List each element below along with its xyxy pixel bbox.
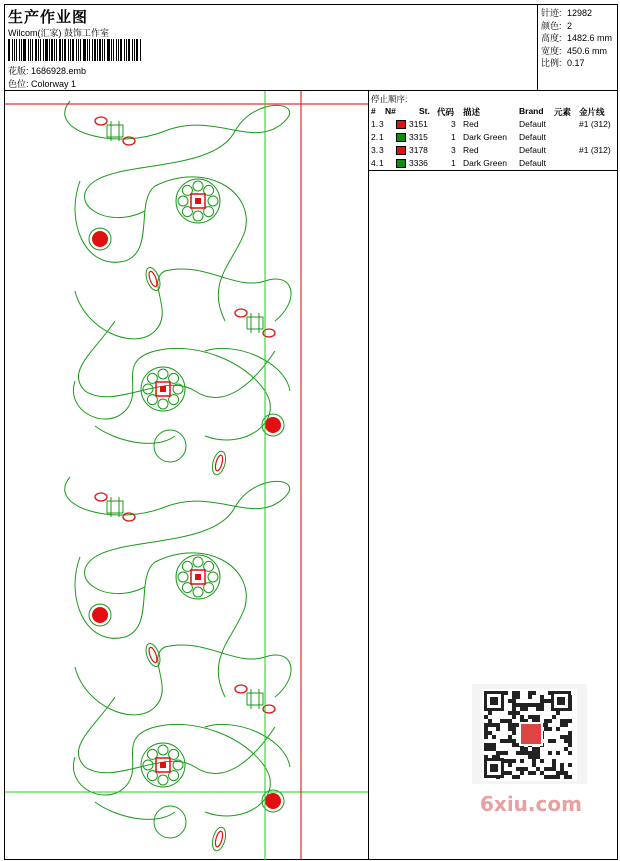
row-stitch: 3151 (409, 119, 428, 129)
qr-module (512, 691, 516, 695)
qr-module (524, 767, 528, 771)
qr-module (540, 759, 544, 763)
qr-module (528, 771, 532, 775)
swirl (158, 745, 168, 755)
qr-module (548, 775, 552, 779)
qr-module (516, 775, 520, 779)
col-n: N# (385, 106, 396, 116)
qr-module (508, 723, 512, 727)
row-index: 3. (371, 145, 379, 155)
qr-module (488, 723, 492, 727)
color-swatch (396, 146, 406, 155)
leaf-inner (214, 830, 224, 847)
knot-bud (95, 493, 107, 501)
qr-module (560, 767, 564, 771)
qr-module (484, 723, 488, 727)
knot-motif (107, 497, 123, 517)
qr-module (564, 775, 568, 779)
qr-module (532, 715, 536, 719)
knot-bud (235, 309, 247, 317)
flower-center-fill (160, 386, 166, 392)
swirl (193, 587, 203, 597)
row-n: 3 (379, 119, 384, 129)
qr-module (560, 763, 564, 767)
qr-module (492, 723, 496, 727)
qr-module (488, 719, 492, 723)
row-index: 4. (371, 158, 379, 168)
qr-module (508, 771, 512, 775)
design-drawing (5, 91, 369, 860)
qr-module (544, 719, 548, 723)
qr-module (560, 735, 564, 739)
qr-module (568, 739, 572, 743)
page-title: 生产作业图 (8, 9, 89, 26)
qr-module (568, 743, 572, 747)
ring-motif (154, 430, 186, 462)
qr-module (504, 719, 508, 723)
qr-module (568, 763, 572, 767)
qr-module (512, 711, 516, 715)
row-stitch: 3178 (409, 145, 428, 155)
qr-module (544, 723, 548, 727)
swirl (158, 369, 168, 379)
qr-module (556, 751, 560, 755)
swirl (193, 557, 203, 567)
thread-outline (95, 724, 290, 819)
swirl (208, 196, 218, 206)
thread-outline (73, 348, 270, 440)
qr-module (556, 711, 560, 715)
qr-module (520, 703, 524, 707)
qr-module (540, 695, 544, 699)
stat-width: 宽度: 450.6 mm (541, 45, 608, 56)
row-n: 3 (379, 145, 384, 155)
production-sheet (4, 4, 618, 860)
thread-outline (65, 477, 290, 594)
qr-module (548, 739, 552, 743)
swirl (158, 775, 168, 785)
table-row (371, 145, 616, 157)
qr-module (544, 699, 548, 703)
qr-module (524, 703, 528, 707)
qr-module (564, 723, 568, 727)
qr-module (520, 747, 524, 751)
knot-bud (123, 513, 135, 521)
qr-module (532, 759, 536, 763)
qr-module (536, 707, 540, 711)
qr-module (512, 739, 516, 743)
flower-center-fill (195, 198, 201, 204)
embroidery-design-preview (5, 91, 369, 860)
knot-motif (247, 313, 263, 333)
qr-module (508, 759, 512, 763)
qr-module (516, 691, 520, 695)
row-n: 1 (379, 158, 384, 168)
leaf-outline (143, 642, 162, 669)
stat-colors: 颜色: 2 (541, 20, 573, 31)
qr-module (520, 715, 524, 719)
qr-finder-center (490, 764, 498, 772)
stat-height: 高度: 1482.6 mm (541, 33, 613, 43)
red-dot (92, 607, 108, 623)
color-swatch (396, 159, 406, 168)
qr-finder-center (557, 697, 565, 705)
header-info (5, 5, 538, 91)
row-desc: Dark Green (463, 158, 507, 168)
file-name: 花版: 1686928.emb (8, 66, 87, 76)
qr-module (496, 723, 500, 727)
qr-module (564, 771, 568, 775)
knot-bud (235, 685, 247, 693)
qr-module (520, 707, 524, 711)
row-stitch: 3315 (409, 132, 428, 142)
qr-module (500, 751, 504, 755)
qr-module (516, 711, 520, 715)
qr-module (528, 703, 532, 707)
red-dot (92, 231, 108, 247)
qr-module (564, 747, 568, 751)
qr-finder-center (490, 697, 498, 705)
qr-module (484, 727, 488, 731)
qr-module (560, 719, 564, 723)
qr-module (508, 763, 512, 767)
qr-module (568, 731, 572, 735)
qr-module (528, 715, 532, 719)
qr-module (508, 727, 512, 731)
qr-module (484, 715, 488, 719)
qr-module (536, 747, 540, 751)
qr-module (512, 715, 516, 719)
qr-module (540, 699, 544, 703)
qr-module (556, 727, 560, 731)
qr-module (484, 747, 488, 751)
qr-module (496, 727, 500, 731)
qr-module (552, 715, 556, 719)
color-swatch (396, 133, 406, 142)
qr-module (508, 735, 512, 739)
qr-module (512, 695, 516, 699)
qr-module (512, 703, 516, 707)
qr-module (540, 703, 544, 707)
row-sequin: #1 (312) (579, 145, 611, 155)
row-index: 2. (371, 132, 379, 142)
qr-module (492, 743, 496, 747)
qr-module (528, 691, 532, 695)
col-element: 元素 (554, 107, 572, 117)
qr-code (472, 684, 587, 784)
qr-module (512, 775, 516, 779)
qr-module (560, 723, 564, 727)
table-row (371, 132, 616, 144)
qr-module (488, 747, 492, 751)
row-desc: Dark Green (463, 132, 507, 142)
qr-module (540, 707, 544, 711)
thread-outline (73, 724, 270, 816)
qr-module (512, 723, 516, 727)
thread-outline (95, 348, 290, 443)
knot-bud (123, 137, 135, 145)
row-brand: Default (519, 119, 546, 129)
qr-module (524, 747, 528, 751)
col-sequin: 金片线 (579, 107, 605, 117)
qr-module (488, 743, 492, 747)
knot-motif (107, 121, 123, 141)
qr-module (512, 743, 516, 747)
qr-module (552, 739, 556, 743)
qr-module (552, 767, 556, 771)
qr-module (532, 691, 536, 695)
qr-module (568, 775, 572, 779)
col-st: St. (419, 106, 430, 116)
stop-sequence-caption: 停止顺序: (371, 94, 408, 104)
qr-module (484, 743, 488, 747)
qr-module (484, 731, 488, 735)
qr-module (492, 747, 496, 751)
qr-module (544, 775, 548, 779)
qr-module (544, 767, 548, 771)
col-index: # (371, 106, 376, 116)
flower-center-fill (195, 574, 201, 580)
qr-module (484, 735, 488, 739)
qr-module (520, 767, 524, 771)
qr-module (512, 707, 516, 711)
qr-module (532, 747, 536, 751)
col-code: 代码 (437, 107, 455, 117)
stat-stitches: 针迹: 12982 (541, 8, 593, 18)
row-brand: Default (519, 158, 546, 168)
qr-module (508, 699, 512, 703)
watermark: 6xiu.com (480, 792, 582, 816)
qr-module (536, 751, 540, 755)
qr-module (492, 735, 496, 739)
col-desc: 描述 (463, 107, 481, 117)
row-stitch: 3336 (409, 158, 428, 168)
qr-module (564, 739, 568, 743)
knot-motif (247, 689, 263, 709)
thread-outline (78, 321, 275, 397)
qr-module (528, 695, 532, 699)
row-n: 1 (379, 132, 384, 142)
qr-module (540, 771, 544, 775)
thread-outline (78, 697, 275, 773)
qr-module (552, 759, 556, 763)
qr-module (544, 727, 548, 731)
qr-module (532, 755, 536, 759)
qr-module (516, 695, 520, 699)
qr-module (488, 731, 492, 735)
qr-module (552, 763, 556, 767)
qr-module (556, 775, 560, 779)
qr-module (528, 755, 532, 759)
qr-module (520, 759, 524, 763)
thread-outline (65, 101, 290, 218)
knot-bud (95, 117, 107, 125)
qr-module (520, 771, 524, 775)
qr-module (568, 751, 572, 755)
leaf-outline (210, 450, 228, 476)
row-code: 3 (451, 119, 456, 129)
qr-module (516, 767, 520, 771)
red-dot (265, 793, 281, 809)
qr-module (552, 775, 556, 779)
row-index: 1. (371, 119, 379, 129)
row-sequin: #1 (312) (579, 119, 611, 129)
qr-module (532, 703, 536, 707)
stats-panel (538, 5, 618, 91)
leaf-outline (210, 826, 228, 852)
qr-module (516, 751, 520, 755)
row-code: 1 (451, 158, 456, 168)
qr-module (504, 739, 508, 743)
qr-module (560, 771, 564, 775)
swirl (158, 399, 168, 409)
leaf-outline (143, 266, 162, 293)
qr-module (532, 771, 536, 775)
qr-module (508, 711, 512, 715)
table-row (371, 158, 616, 170)
swirl (178, 572, 188, 582)
qr-module (504, 759, 508, 763)
qr-module (524, 751, 528, 755)
leaf-inner (214, 454, 224, 471)
qr-module (536, 767, 540, 771)
qr-module (512, 731, 516, 735)
qr-module (500, 739, 504, 743)
qr-module (548, 719, 552, 723)
qr-module (564, 735, 568, 739)
qr-module (504, 691, 508, 695)
row-desc: Red (463, 119, 479, 129)
qr-module (532, 751, 536, 755)
qr-module (536, 715, 540, 719)
qr-module (508, 739, 512, 743)
qr-module (564, 719, 568, 723)
qr-module (512, 699, 516, 703)
stop-sequence-table (369, 91, 618, 171)
swirl (178, 196, 188, 206)
qr-module (516, 703, 520, 707)
qr-logo (521, 724, 541, 744)
qr-module (500, 719, 504, 723)
studio-name: Wilcom(汇家) 鼓饰工作室 (8, 28, 109, 38)
qr-module (528, 751, 532, 755)
qr-module (556, 771, 560, 775)
swirl (193, 211, 203, 221)
qr-module (496, 751, 500, 755)
color-swatch (396, 120, 406, 129)
swirl (193, 181, 203, 191)
ring-motif (154, 806, 186, 838)
swirl (208, 572, 218, 582)
col-brand: Brand (519, 106, 544, 116)
row-brand: Default (519, 132, 546, 142)
qr-module (568, 735, 572, 739)
qr-module (488, 711, 492, 715)
qr-module (508, 719, 512, 723)
qr-module (532, 763, 536, 767)
qr-module (536, 703, 540, 707)
qr-module (548, 751, 552, 755)
row-desc: Red (463, 145, 479, 155)
row-brand: Default (519, 145, 546, 155)
qr-module (504, 771, 508, 775)
table-row (371, 119, 616, 131)
qr-module (512, 759, 516, 763)
qr-module (548, 767, 552, 771)
flower-center-fill (160, 762, 166, 768)
stat-scale: 比例: 0.17 (541, 58, 585, 68)
qr-module (512, 727, 516, 731)
colorway: 色位: Colorway 1 (8, 79, 77, 89)
barcode (8, 39, 142, 61)
qr-module (536, 755, 540, 759)
qr-module (520, 751, 524, 755)
red-dot (265, 417, 281, 433)
qr-module (568, 719, 572, 723)
qr-module (524, 707, 528, 711)
qr-module (504, 751, 508, 755)
row-code: 1 (451, 132, 456, 142)
qr-module (548, 727, 552, 731)
row-code: 3 (451, 145, 456, 155)
